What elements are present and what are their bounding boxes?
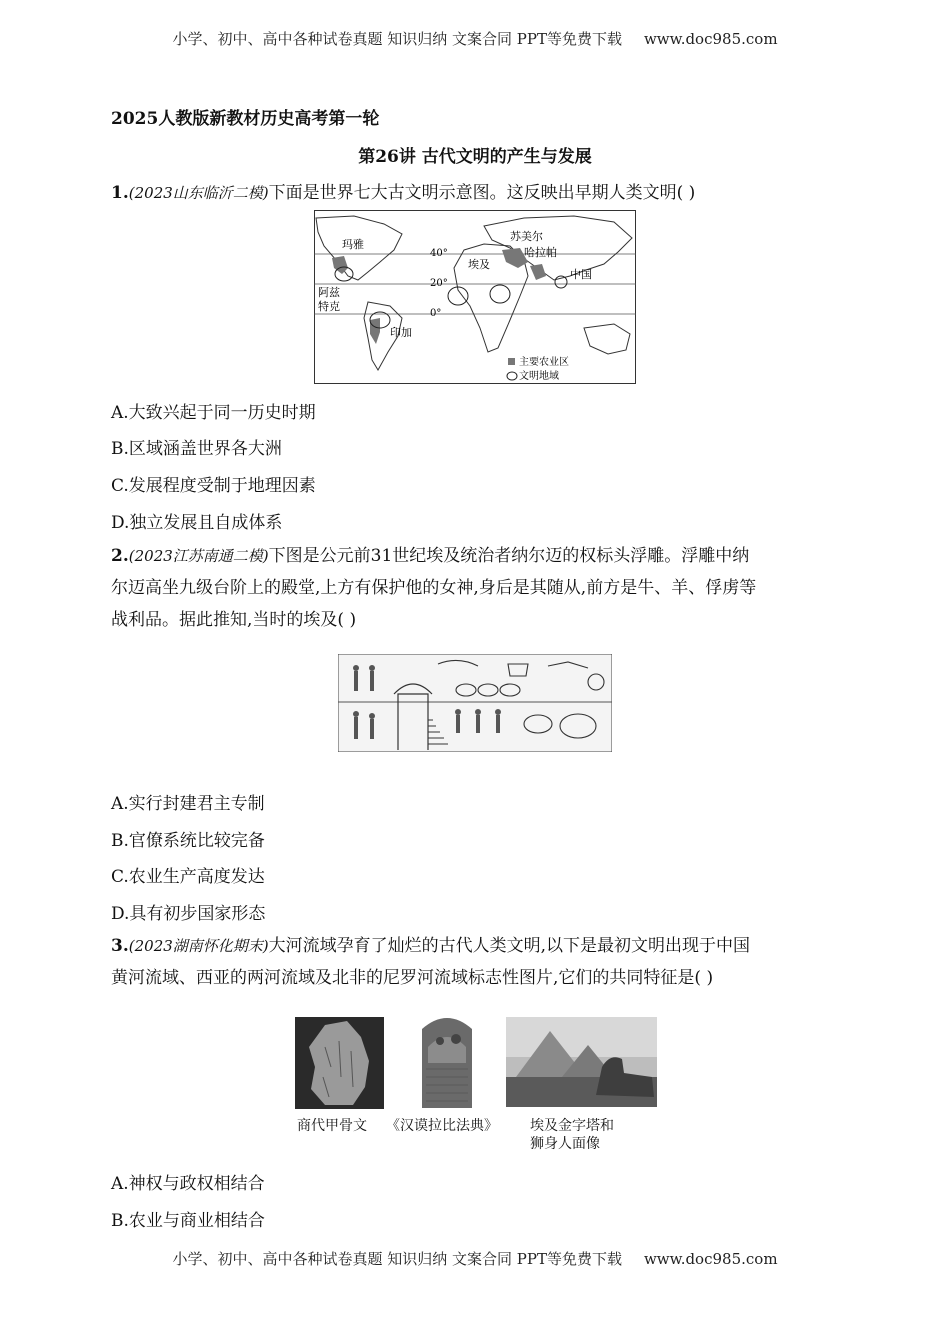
q2-text-line1: 下图是公元前31世纪埃及统治者纳尔迈的权标头浮雕。浮雕中纳 — [268, 546, 750, 566]
lecture-title: 第26讲 古代文明的产生与发展 — [358, 147, 592, 167]
q3-text-line1: 大河流域孕育了灿烂的古代人类文明,以下是最初文明出现于中国 — [268, 936, 751, 956]
q2-option-d[interactable]: D.具有初步国家形态 — [111, 904, 266, 924]
header-site[interactable]: www.doc985.com — [643, 30, 778, 48]
caption-pyramid-line2: 狮身人面像 — [530, 1136, 600, 1152]
q3-option-a[interactable]: A.神权与政权相结合 — [111, 1174, 265, 1194]
narmer-relief-image — [338, 654, 612, 752]
caption-pyramid-line1: 埃及金字塔和 — [530, 1118, 614, 1134]
q2-stem — [111, 540, 841, 636]
lat-label-0: 0° — [430, 308, 442, 319]
label-maya: 玛雅 — [342, 238, 364, 251]
q1-option-b[interactable]: B.区域涵盖世界各大洲 — [111, 439, 282, 459]
q3-source: (2023湖南怀化期末) — [128, 937, 269, 955]
q1-text: 下面是世界七大古文明示意图。这反映出早期人类文明( ) — [268, 183, 696, 203]
q1-number: 1. — [111, 183, 129, 203]
footer-text: 小学、初中、高中各种试卷真题 知识归纳 文案合同 PPT等免费下载 — [172, 1250, 622, 1268]
q2-option-c[interactable]: C.农业生产高度发达 — [111, 867, 265, 887]
oracle-bone-image — [295, 1017, 384, 1109]
label-inca: 印加 — [390, 326, 412, 339]
q2-option-a[interactable]: A.实行封建君主专制 — [111, 794, 265, 814]
world-civilizations-map — [314, 210, 636, 384]
label-harappa: 哈拉帕 — [524, 246, 557, 259]
q2-text-line3: 战利品。据此推知,当时的埃及( ) — [111, 610, 357, 630]
footer-site[interactable]: www.doc985.com — [643, 1250, 778, 1268]
legend-civ-label: 文明地域 — [519, 371, 559, 382]
legend-agri-label: 主要农业区 — [519, 357, 569, 368]
caption-hammurabi: 《汉谟拉比法典》 — [386, 1118, 498, 1134]
label-aztec: 阿兹特克 — [318, 286, 340, 313]
q3-number: 3. — [111, 936, 129, 956]
doc-series: 2025人教版新教材历史高考第一轮 — [111, 109, 380, 129]
caption-oracle-bone: 商代甲骨文 — [297, 1118, 367, 1134]
page-footer — [0, 1248, 950, 1269]
q1-option-a[interactable]: A.大致兴起于同一历史时期 — [111, 403, 316, 423]
label-egypt: 埃及 — [468, 258, 490, 271]
q1-option-c[interactable]: C.发展程度受制于地理因素 — [111, 476, 316, 496]
hammurabi-code-image — [412, 1007, 482, 1108]
q1-option-d[interactable]: D.独立发展且自成体系 — [111, 513, 283, 533]
pyramid-sphinx-image — [506, 1017, 657, 1107]
q1-source: (2023山东临沂二模) — [128, 184, 269, 202]
legend-swatch-agri — [508, 358, 515, 365]
header-text: 小学、初中、高中各种试卷真题 知识归纳 文案合同 PPT等免费下载 — [172, 30, 622, 48]
q1-stem — [111, 178, 695, 203]
label-sumer: 苏美尔 — [510, 230, 543, 243]
q3-text-line2: 黄河流域、西亚的两河流域及北非的尼罗河流域标志性图片,它们的共同特征是( ) — [111, 968, 714, 988]
lat-label-20: 20° — [430, 278, 448, 289]
q3-option-b[interactable]: B.农业与商业相结合 — [111, 1211, 265, 1231]
lat-label-40: 40° — [430, 248, 448, 259]
q2-option-b[interactable]: B.官僚系统比较完备 — [111, 831, 265, 851]
q2-number: 2. — [111, 546, 129, 566]
label-china: 中国 — [570, 268, 592, 281]
q2-text-line2: 尔迈高坐九级台阶上的殿堂,上方有保护他的女神,身后是其随从,前方是牛、羊、俘虏等 — [111, 578, 757, 598]
q2-source: (2023江苏南通二模) — [128, 547, 269, 565]
page-header — [0, 28, 950, 49]
q3-stem — [111, 930, 841, 994]
